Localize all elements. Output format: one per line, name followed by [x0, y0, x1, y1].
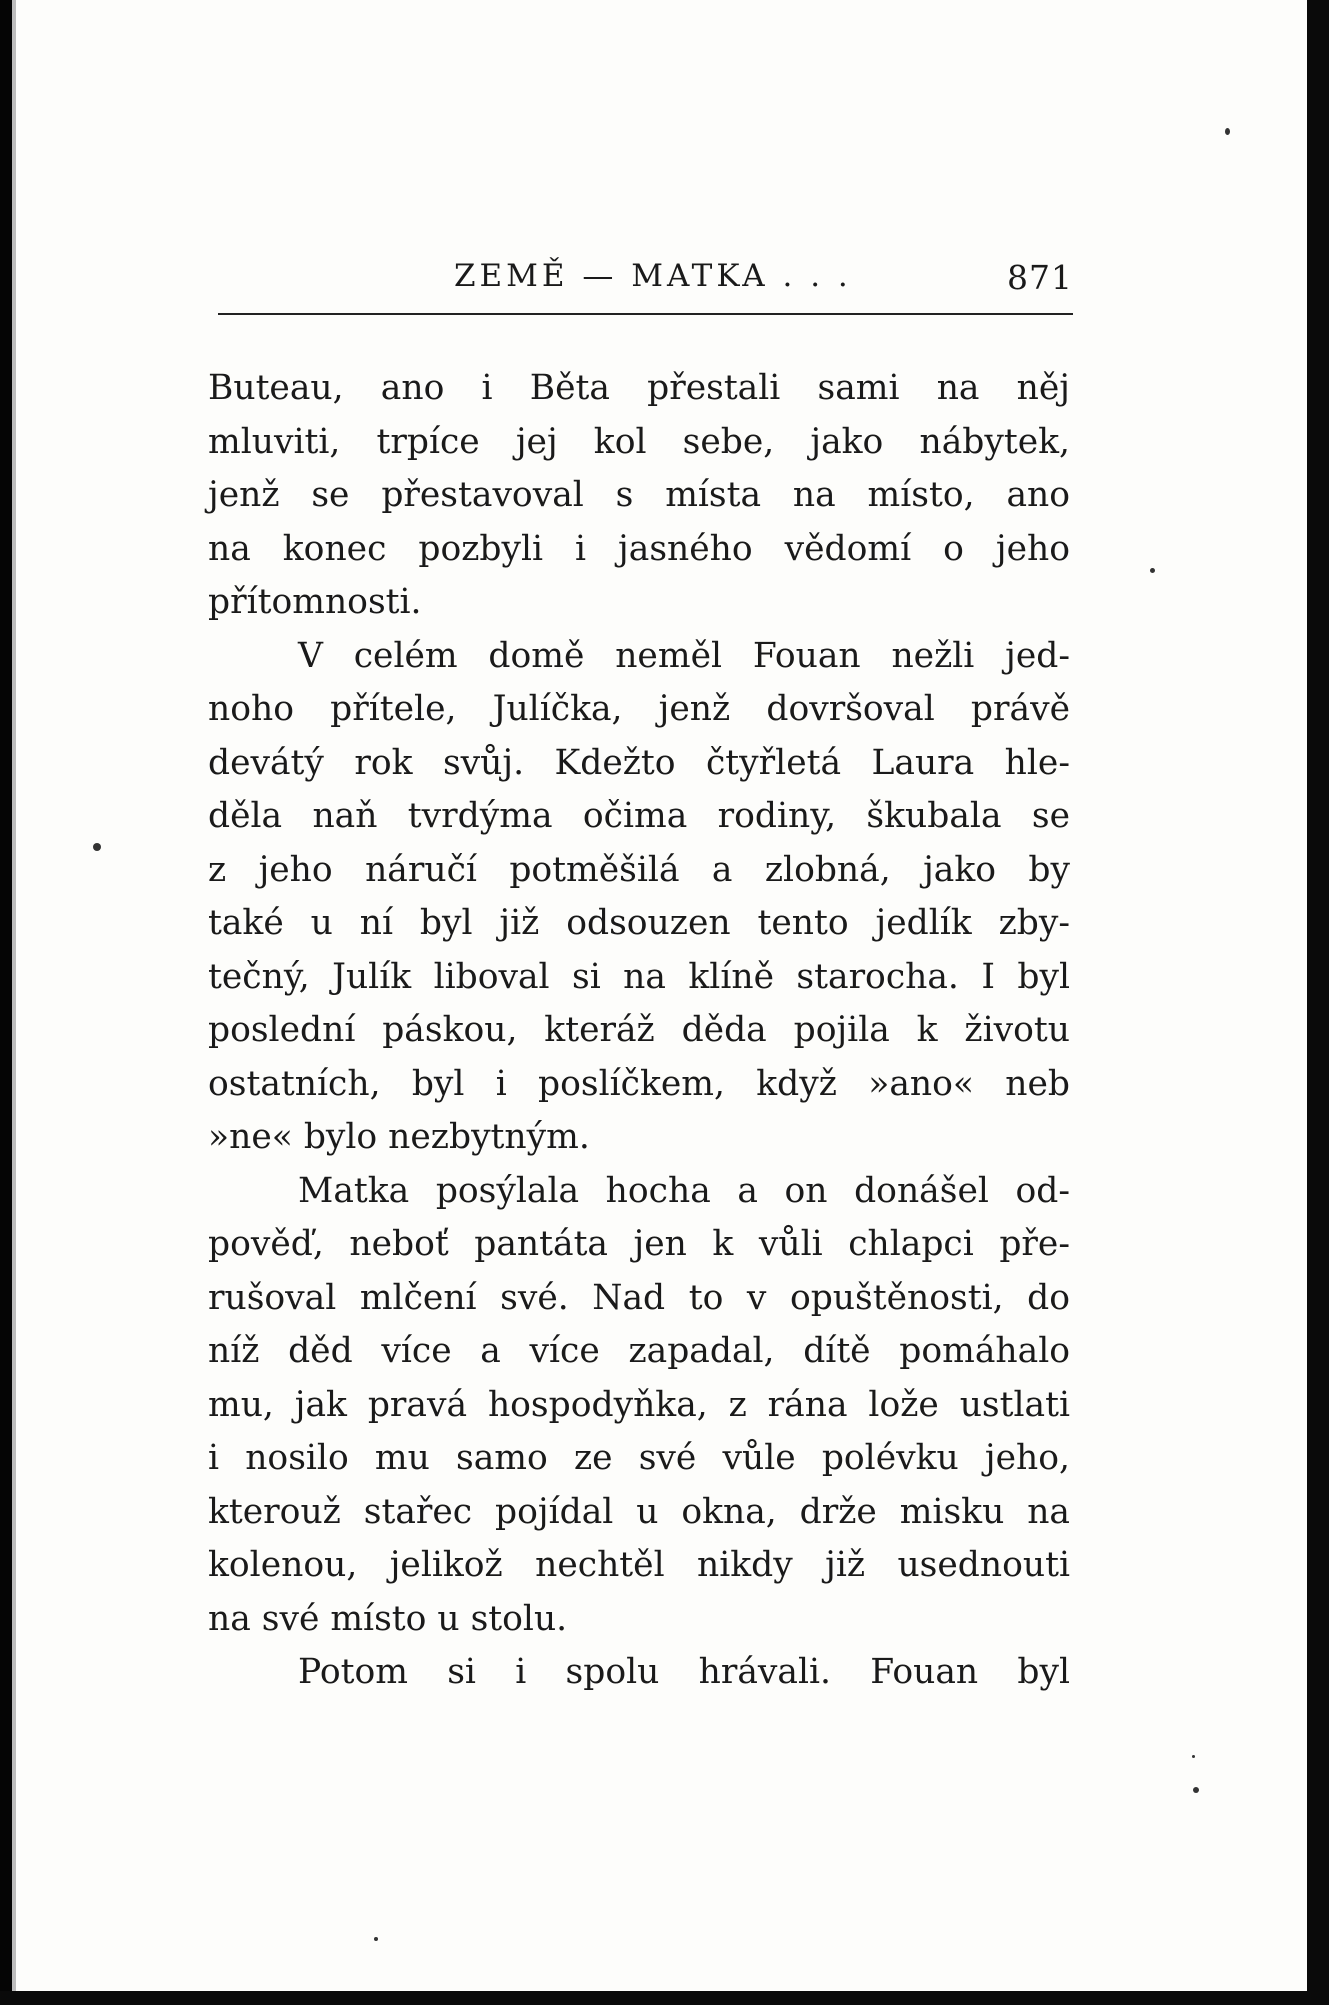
scan-speck	[1225, 128, 1230, 135]
text-line: devátý rok svůj. Kdežto čtyřletá Laura hle-	[208, 742, 1070, 783]
text-line: V celém domě neměl Fouan nežli jed-	[298, 635, 1070, 676]
page-number: 871	[1007, 258, 1073, 297]
scan-speck	[1193, 1787, 1199, 1793]
running-head	[218, 258, 1073, 308]
header-rule	[218, 313, 1073, 315]
text-line: Matka posýlala hocha a on donášel od-	[298, 1170, 1070, 1211]
text-line: kolenou, jelikož nechtěl nikdy již usednouti	[208, 1545, 1070, 1585]
text-line: pověď, neboť pantáta jen k vůli chlapci pře-	[208, 1224, 1070, 1264]
text-line: i nosilo mu samo ze své vůle polévku jeho,	[208, 1438, 1070, 1478]
text-line: Buteau, ano i Běta přestali sami na něj	[208, 368, 1070, 408]
text-line: také u ní byl již odsouzen tento jedlík zby-	[208, 903, 1070, 943]
scan-speck	[374, 1937, 378, 1941]
text-line: na konec pozbyli i jasného vědomí o jeho	[208, 528, 1070, 569]
text-line: níž děd více a více zapadal, dítě pomáhalo	[208, 1331, 1070, 1371]
scan-speck	[93, 843, 101, 851]
paragraph-2	[208, 630, 1070, 1165]
text-line: z jeho náručí potměšilá a zlobná, jako by	[208, 849, 1070, 890]
text-line: noho přítele, Julíčka, jenž dovršoval právě	[208, 689, 1070, 729]
text-line: Potom si i spolu hrávali. Fouan byl	[298, 1652, 1070, 1692]
text-line: kterouž stařec pojídal u okna, drže misku na	[208, 1491, 1070, 1532]
text-line: mluviti, trpíce jej kol sebe, jako nábytek,	[208, 421, 1070, 462]
running-title: ZEMĚ — MATKA . . .	[454, 258, 852, 294]
scan-right-border	[1307, 0, 1329, 2005]
text-line: tečný, Julík liboval si na klíně starocha. I byl	[208, 956, 1070, 997]
text-line: poslední páskou, kteráž děda pojila k životu	[208, 1010, 1070, 1050]
text-line: rušoval mlčení své. Nad to v opuštěnosti, do	[208, 1277, 1070, 1318]
text-line: na své místo u stolu.	[208, 1598, 568, 1639]
text-line: »ne« bylo nezbytným.	[208, 1117, 590, 1157]
paragraph-1	[208, 362, 1070, 630]
text-line: děla naň tvrdýma očima rodiny, škubala se	[208, 796, 1070, 836]
scan-speck	[1150, 568, 1155, 573]
paragraph-3	[208, 1165, 1070, 1647]
text-line: přítomnosti.	[208, 582, 422, 622]
scan-left-border	[0, 0, 12, 2005]
body-text	[208, 362, 1070, 1700]
paragraph-4	[208, 1646, 1070, 1700]
scan-bottom-border	[0, 1991, 1329, 2005]
text-line: mu, jak pravá hospodyňka, z rána lože ustlati	[208, 1384, 1070, 1425]
scan-speck	[1192, 1755, 1195, 1758]
text-line: jenž se přestavoval s místa na místo, ano	[208, 475, 1070, 515]
page-gutter-shadow	[12, 0, 16, 2005]
text-line: ostatních, byl i poslíčkem, když »ano« neb	[208, 1063, 1070, 1104]
